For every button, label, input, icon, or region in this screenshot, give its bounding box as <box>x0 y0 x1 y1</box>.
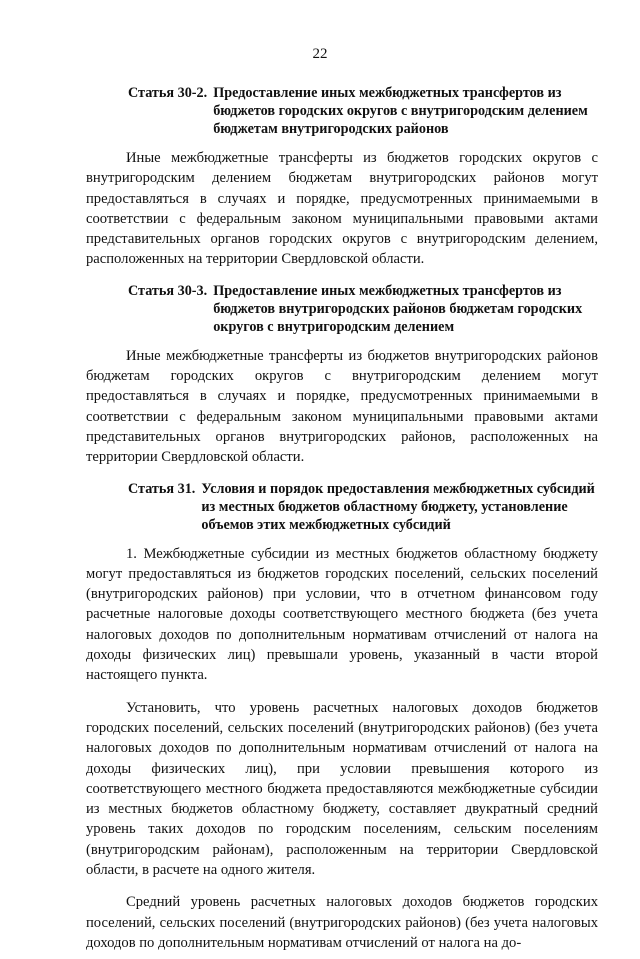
article-heading-30-3 <box>86 282 598 336</box>
paragraph: Иные межбюджетные трансферты из бюджетов внутригородских районов бюджетам городских округов с внутригородским делением могут предоставляться в случаях и порядке, предусмотренных принимаемыми в соответствии с федеральным законом муниципальными правовыми актами представительных органов внутригородских районов, расположенных на территории Свердловской области. <box>86 347 598 466</box>
article-title: Условия и порядок предоставления межбюджетных субсидий из местных бюджетов областному бюджету, установление объемов этих межбюджетных субсидий <box>201 480 595 533</box>
article-heading-30-2 <box>86 84 598 138</box>
article-number: Статья 30-2. <box>128 85 208 101</box>
paragraph: 1. Межбюджетные субсидии из местных бюджетов областному бюджету могут предоставляться из бюджетов городских поселений, сельских поселений (внутригородских районов) при условии, что в отчетном финансовом году расчетные налоговые доходы соответствующего местного бюджета (без учета налоговых доходов по дополнительным нормативам отчислений от налога на доходы физических лиц) превышали уровень, указанный в части второй настоящего пункта. <box>86 545 598 684</box>
page-number: 22 <box>312 46 328 62</box>
article-title: Предоставление иных межбюджетных трансфертов из бюджетов городских округов с внутригородским делением бюджетам внутригородских районов <box>213 85 588 137</box>
article-number: Статья 30-3. <box>128 282 208 299</box>
paragraph: Иные межбюджетные трансферты из бюджетов городских округов с внутригородским делением бюджетам внутригородских районов могут предоставляться в случаях и порядке, предусмотренных принимаемыми в соответствии с федеральным законом муниципальными правовыми актами представительных органов городских округов с внутригородским делением, расположенных на территории Свердловской области. <box>86 150 598 268</box>
article-number: Статья 31. <box>128 480 196 497</box>
article-title: Предоставление иных межбюджетных трансфертов из бюджетов внутригородских районов бюджетам городских округов с внутригородским делением <box>213 282 583 335</box>
paragraph: Средний уровень расчетных налоговых доходов бюджетов городских поселений, сельских поселений (внутригородских районов) (без учета налоговых доходов по дополнительным нормативам отчислений от налога на до- <box>86 894 598 951</box>
paragraph: Установить, что уровень расчетных налоговых доходов бюджетов городских поселений, сельских поселений (внутригородских районов) (без учета налоговых доходов по дополнительным нормативам отчислений от налога на доходы физических лиц), при условии превышения которого из соответствующего местного бюджета предоставляются межбюджетные субсидии из местных бюджетов областному бюджету, составляет двукратный средний уровень таких доходов по городским поселениям, сельским поселениям (внутригородским районам), расположенным на территории Свердловской области, в расчете на одного жителя. <box>86 699 598 879</box>
document-body <box>86 84 598 959</box>
article-heading-31 <box>86 480 598 534</box>
